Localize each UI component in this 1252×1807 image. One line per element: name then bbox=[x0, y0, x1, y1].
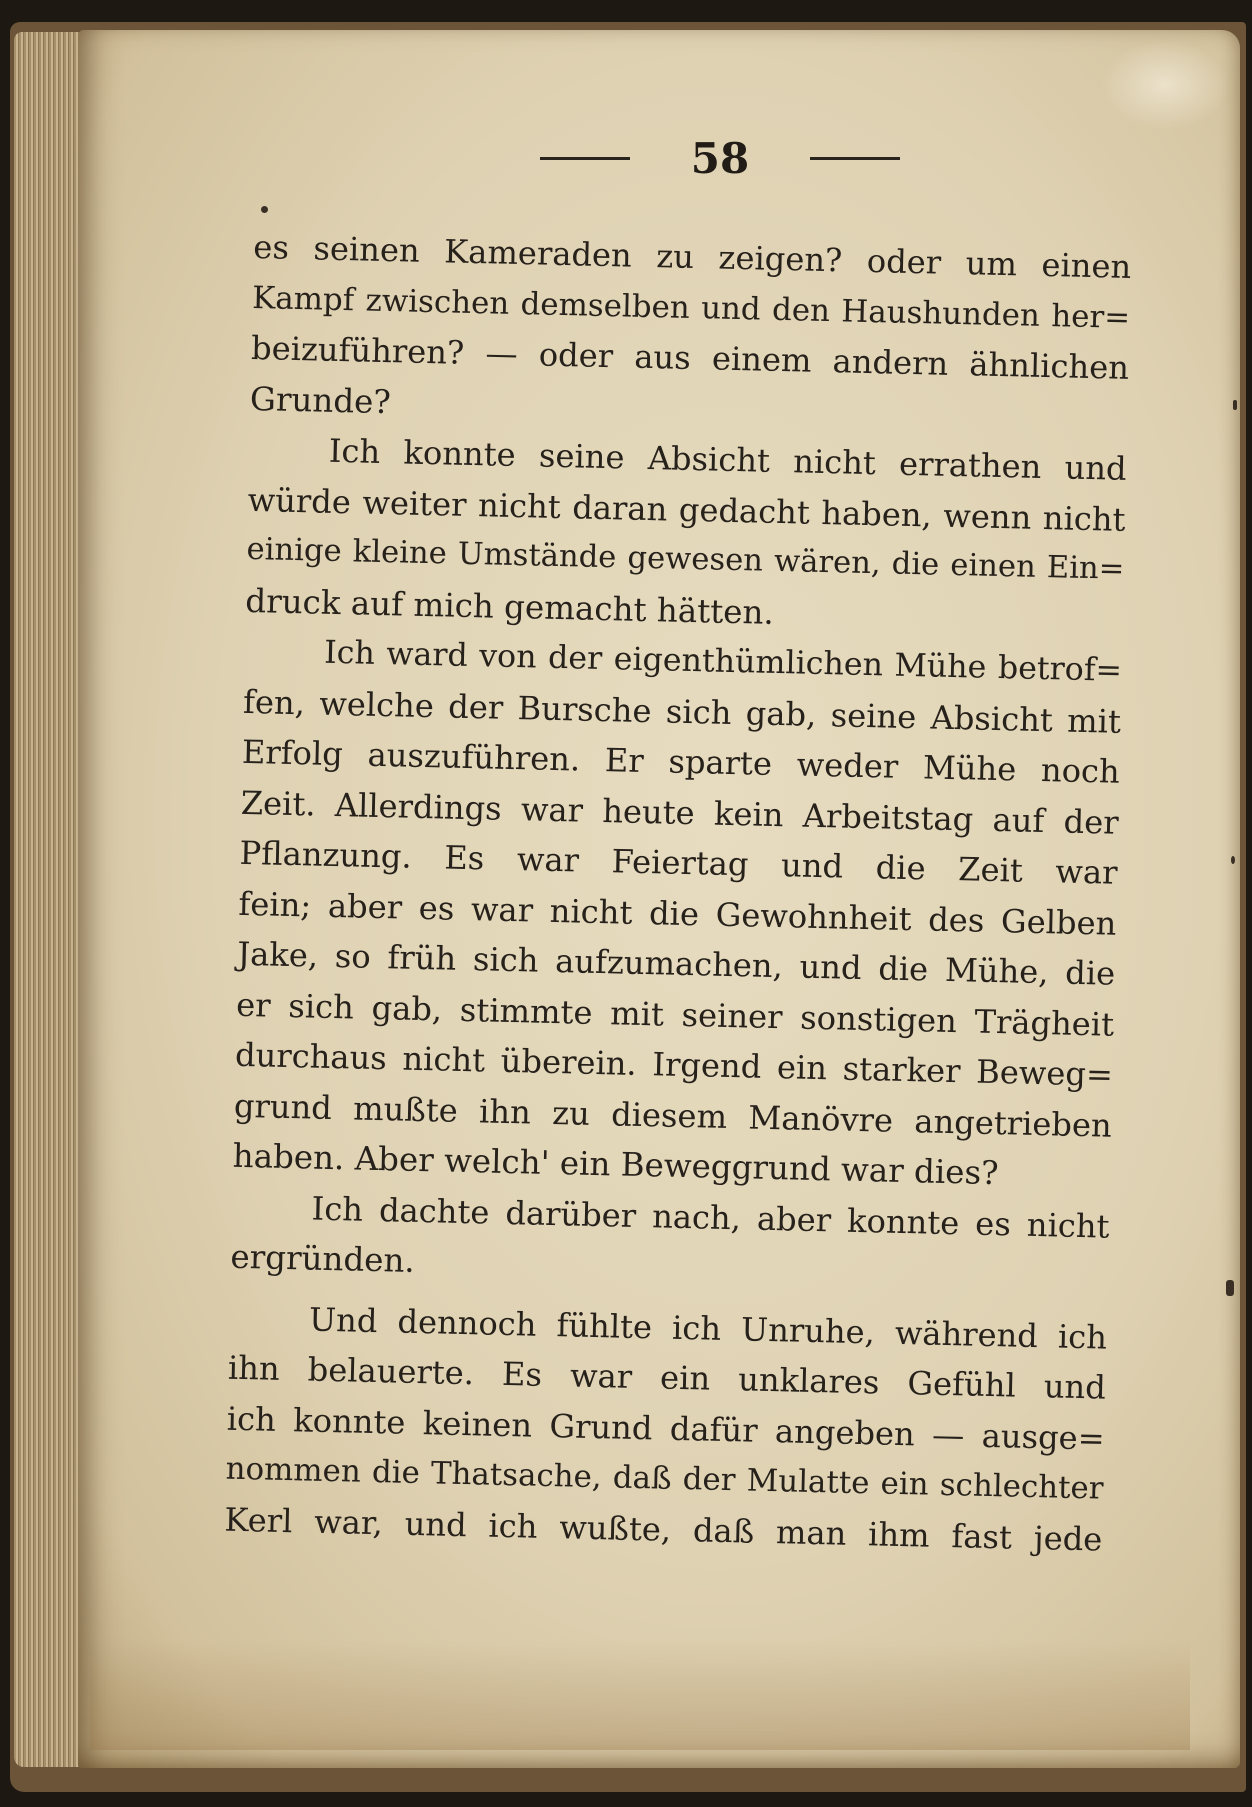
text-line: Zeit. Allerdings war heute kein Arbeitstag auf der bbox=[240, 783, 1120, 842]
ink-speck bbox=[1233, 400, 1237, 410]
page-edges bbox=[14, 32, 88, 1767]
ink-speck bbox=[1226, 1280, 1234, 1296]
text-line: Erfolg auszuführen. Er sparte weder Mühe noch bbox=[241, 732, 1121, 791]
text-line: Grunde? bbox=[249, 379, 392, 421]
header-rule-right bbox=[810, 157, 900, 160]
text-line: Ich konnte seine Absicht nicht errathen und bbox=[328, 431, 1128, 488]
text-line: würde weiter nicht daran gedacht haben, wenn nicht bbox=[247, 480, 1126, 539]
page-number: 58 bbox=[690, 133, 750, 183]
text-line: Pflanzung. Es war Feiertag und die Zeit war bbox=[239, 833, 1118, 892]
text-line: er sich gab, stimmte mit seiner sonstigen Trägheit bbox=[235, 985, 1115, 1044]
text-line: nommen die Thatsache, daß der Mulatte ein schlechter bbox=[225, 1450, 1104, 1507]
text-line: grund mußte ihn zu diesem Manövre angetrieben bbox=[233, 1086, 1113, 1145]
text-line: beizuführen? — oder aus einem andern ähnlichen bbox=[250, 328, 1130, 387]
text-line: ihn belauerte. Es war ein unklares Gefühl und bbox=[227, 1348, 1107, 1407]
text-line: Ich dachte darüber nach, aber konnte es nicht bbox=[311, 1189, 1110, 1246]
paper-stain bbox=[90, 1640, 1190, 1750]
header-rule-left bbox=[540, 157, 630, 160]
text-line: druck auf mich gemacht hätten. bbox=[244, 581, 775, 632]
paper-stain bbox=[1100, 40, 1230, 130]
text-line: Jake, so früh sich aufzumachen, und die Mühe, die bbox=[236, 934, 1116, 993]
body-text bbox=[224, 222, 1132, 1565]
ink-speck bbox=[261, 206, 268, 213]
text-line: Kerl war, und ich wußte, daß man ihm fast jede bbox=[224, 1500, 1103, 1559]
text-line: Ich ward von der eigenthümlichen Mühe betrof= bbox=[323, 634, 1123, 689]
ink-speck bbox=[1231, 856, 1235, 864]
text-line: Und dennoch fühlte ich Unruhe, während ich bbox=[308, 1300, 1108, 1357]
text-line: Kampf zwischen demselben und den Haushunden her= bbox=[251, 279, 1131, 336]
text-line: einige kleine Umstände gewesen wären, die einen Ein= bbox=[246, 531, 1125, 587]
text-line: fein; aber es war nicht die Gewohnheit des Gelben bbox=[238, 884, 1117, 943]
text-line: fen, welche der Bursche sich gab, seine Absicht mit bbox=[242, 682, 1122, 741]
page-header bbox=[540, 128, 900, 188]
text-line: es seinen Kameraden zu zeigen? oder um einen bbox=[253, 227, 1132, 286]
text-line: durchaus nicht überein. Irgend ein starker Beweg= bbox=[234, 1035, 1114, 1094]
text-line: ich konnte keinen Grund dafür angeben — ausge= bbox=[226, 1399, 1106, 1458]
text-line: haben. Aber welch' ein Beweggrund war dies? bbox=[232, 1136, 1000, 1193]
text-line: ergründen. bbox=[230, 1237, 416, 1280]
